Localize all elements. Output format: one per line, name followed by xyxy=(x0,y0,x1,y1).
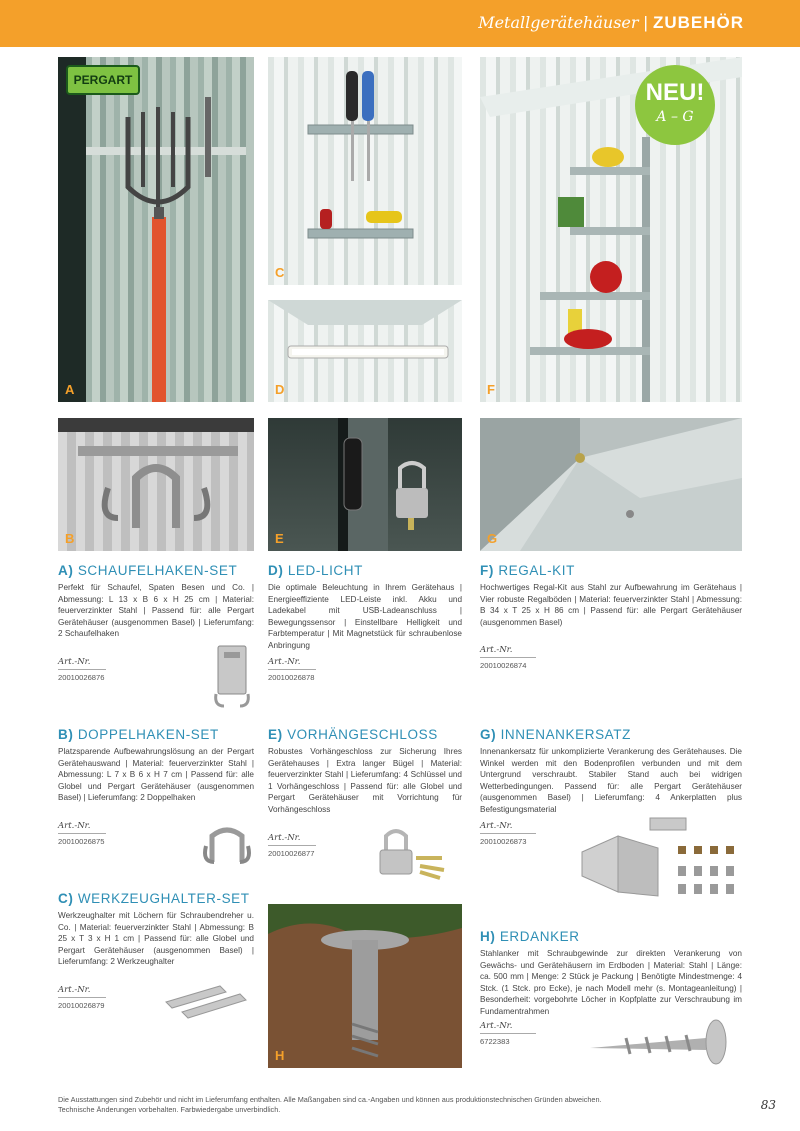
pergart-logo: PERGART xyxy=(66,65,140,95)
product-d-letter: D) xyxy=(268,563,284,578)
product-d-art-label: Art.-Nr. xyxy=(268,657,301,667)
photo-g-innenanker xyxy=(480,418,742,551)
product-g-art-label: Art.-Nr. xyxy=(480,821,513,831)
product-a-art-rule xyxy=(58,669,106,670)
photo-label-g: G xyxy=(487,531,498,546)
header-separator: | xyxy=(643,13,648,32)
product-h-name: ERDANKER xyxy=(499,929,580,944)
product-e-title xyxy=(268,727,438,742)
photo-f-regal-kit xyxy=(480,57,742,402)
product-c-art-number: 20010026879 xyxy=(58,1001,105,1010)
product-g-name: INNENANKERSATZ xyxy=(500,727,631,742)
product-f-letter: F) xyxy=(480,563,494,578)
product-e-art-rule xyxy=(268,845,316,846)
product-c-tool-holder-image xyxy=(160,980,250,1020)
product-c-art-label: Art.-Nr. xyxy=(58,985,91,995)
photo-a-schaufelhaken xyxy=(58,57,254,402)
header-title xyxy=(478,13,744,33)
product-c-letter: C) xyxy=(58,891,74,906)
product-d-art-rule xyxy=(268,669,316,670)
product-b-description: Platzsparende Aufbewahrungslösung an der Pergart Gerätehauswand | Material: feuerverzinkter Stahl | Abmessung: L 7 x B 6 x H 7 cm | Passend für: alle Globel und Pergart Gerätehäuser (ausgenommen Basel) | Lieferumfang: 2 Doppelhaken xyxy=(58,747,254,803)
photo-e-vorhaengeschloss xyxy=(268,418,462,551)
product-e-letter: E) xyxy=(268,727,283,742)
product-c-description: Werkzeughalter mit Löchern für Schraubendreher u. Co. | Material: feuerverzinkter Stahl | Abmessung: B 25 x T 3 x H 1 cm | Passend für: alle Globel und Pergart Gerätehäuser (ausgenommen Basel) | Lieferumfang: 2 Werkzeughalter xyxy=(58,911,254,967)
product-a-art-number: 20010026876 xyxy=(58,673,105,682)
product-e-name: VORHÄNGESCHLOSS xyxy=(287,727,438,742)
page-number: 83 xyxy=(760,1098,776,1112)
led-bar-illustration xyxy=(268,300,462,402)
product-c-title xyxy=(58,891,250,906)
footer-disclaimer xyxy=(58,1095,678,1115)
product-h-ground-anchor-image xyxy=(586,1016,746,1066)
photo-label-h: H xyxy=(275,1048,285,1063)
photo-label-c: C xyxy=(275,265,285,280)
pitchfork-illustration xyxy=(58,57,254,402)
photo-label-e: E xyxy=(275,531,284,546)
product-g-anchor-kit-image xyxy=(578,812,746,904)
product-d-title xyxy=(268,563,363,578)
header-title-script: Metallgerätehäuser xyxy=(478,13,639,32)
photo-h-erdanker xyxy=(268,904,462,1068)
product-e-description: Robustes Vorhängeschloss zur Sicherung Ihres Gerätehauses | Extra langer Bügel | Material: feuerverzinkter Stahl | Lieferumfang: 4 Schlüssel und 1 Vorhängeschloss | Passend für: alle Globel und Pergart Gerätehäuser mit Vorrichtung für Vorhängeschloss xyxy=(268,747,462,814)
product-d-description: Die optimale Beleuchtung in Ihrem Gerätehaus | Energieeffiziente LED-Leiste inkl. Akku und Ladekabel mit USB-Ladeanschluss | Bewegungssensor | Einstellbare Helligkeit und Farbtemperatur | Mit Magnetstück für schraubenlose Anbringung xyxy=(268,583,462,650)
double-hook-illustration xyxy=(58,418,254,551)
ground-anchor-illustration xyxy=(268,904,462,1068)
product-h-title xyxy=(480,929,580,944)
product-h-art-label: Art.-Nr. xyxy=(480,1021,513,1031)
product-e-art-number: 20010026877 xyxy=(268,849,315,858)
photo-label-d: D xyxy=(275,382,285,397)
new-badge xyxy=(635,65,715,145)
product-a-letter: A) xyxy=(58,563,74,578)
anchor-corner-illustration xyxy=(480,418,742,551)
product-d-name: LED-LICHT xyxy=(287,563,363,578)
header-title-bold: ZUBEHÖR xyxy=(652,13,744,32)
product-d-art-number: 20010026878 xyxy=(268,673,315,682)
new-badge-sub: A – G xyxy=(656,109,694,125)
product-h-letter: H) xyxy=(480,929,496,944)
product-a-shovel-hook-image xyxy=(212,644,252,708)
new-badge-main: NEU! xyxy=(645,79,705,106)
product-c-name: WERKZEUGHALTER-SET xyxy=(77,891,250,906)
photo-label-b: B xyxy=(65,531,75,546)
product-f-art-number: 20010026874 xyxy=(480,661,527,670)
product-b-letter: B) xyxy=(58,727,74,742)
product-a-name: SCHAUFELHAKEN-SET xyxy=(77,563,238,578)
photo-c-werkzeughalter xyxy=(268,57,462,285)
product-b-art-number: 20010026875 xyxy=(58,837,105,846)
product-b-double-hook-image xyxy=(202,822,252,868)
product-f-title xyxy=(480,563,575,578)
product-g-art-rule xyxy=(480,833,536,834)
product-b-art-rule xyxy=(58,833,106,834)
tool-holder-illustration xyxy=(268,57,462,285)
product-e-art-label: Art.-Nr. xyxy=(268,833,301,843)
product-a-art-label: Art.-Nr. xyxy=(58,657,91,667)
footer-line-1: Die Ausstattungen sind Zubehör und nicht im Lieferumfang enthalten. Alle Maßangaben sind ca.-Angaben und können aus produktionstechnischen Gründen abweichen. xyxy=(58,1095,602,1104)
product-g-art-number: 20010026873 xyxy=(480,837,527,846)
product-g-letter: G) xyxy=(480,727,497,742)
photo-label-f: F xyxy=(487,382,495,397)
photo-d-led-licht xyxy=(268,300,462,402)
product-h-art-rule xyxy=(480,1033,536,1034)
product-g-title xyxy=(480,727,631,742)
photo-b-doppelhaken xyxy=(58,418,254,551)
photo-label-a: A xyxy=(65,382,75,397)
product-e-padlock-image xyxy=(376,824,448,880)
product-f-name: REGAL-KIT xyxy=(498,563,575,578)
product-f-art-label: Art.-Nr. xyxy=(480,645,513,655)
product-h-art-number: 6722383 xyxy=(480,1037,510,1046)
product-a-title xyxy=(58,563,237,578)
product-b-title xyxy=(58,727,219,742)
product-b-art-label: Art.-Nr. xyxy=(58,821,91,831)
product-a-description: Perfekt für Schaufel, Spaten Besen und Co. | Abmessung: L 13 x B 6 x H 25 cm | Material: feuerverzinkter Stahl | Passend für: alle Pergart Gerätehäuser (ausgenommen Basel) | Lieferumfang: 2 Schaufelhaken xyxy=(58,583,254,639)
product-f-description: Hochwertiges Regal-Kit aus Stahl zur Aufbewahrung im Gerätehaus | Vier robuste Regalböden | Material: feuerverzinkter Stahl | Abmessung: B 34 x T 25 x H 86 cm | Passend für: alle Pergart Gerätehäuser (ausgenommen Basel) xyxy=(480,583,742,627)
padlock-illustration xyxy=(268,418,462,551)
product-f-art-rule xyxy=(480,657,536,658)
product-g-description: Innenankersatz für unkomplizierte Verankerung des Gerätehauses. Die Winkel werden mit den Bodenprofilen verbunden und mit dem Untergrund verschraubt. Stabiler Stand auch bei widrigen Wetterbedingungen. Passend für: alle Pergart Gerätehäuser (ausgenommen Basel) | Lieferumfang: 4 Ankerplatten plus Befestigungsmaterial xyxy=(480,747,742,814)
product-b-name: DOPPELHAKEN-SET xyxy=(77,727,219,742)
product-c-art-rule xyxy=(58,997,106,998)
product-h-description: Stahlanker mit Schraubgewinde zur direkten Verankerung von Gewächs- und Gerätehäusern im Erdboden | Material: Stahl | Länge: ca. 500 mm | Menge: 2 Stück je Packung | Benötigte Mindestmenge: 4 Stck. (1 Stck. pro Ecke), je nach Modell mehr (s. Montageanleitung) | Besonderheit: vorgebohrte Löcher in Kopfplatte zur Verschraubung im Fundamentrahmen xyxy=(480,949,742,1016)
footer-line-2: Technische Änderungen vorbehalten. Farbwiedergabe unverbindlich. xyxy=(58,1105,281,1114)
